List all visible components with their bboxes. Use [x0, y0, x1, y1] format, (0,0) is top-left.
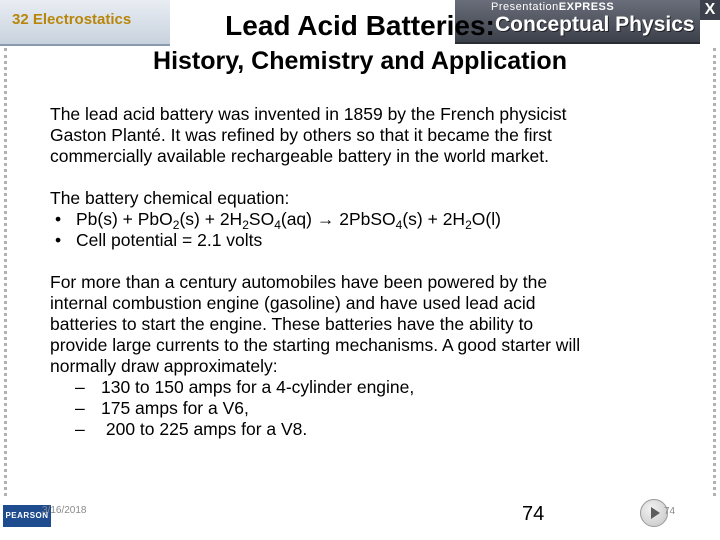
- chemical-equation: $Pb(s) + PbO_2(s) + 2H_2SO_4(aq)$ → 2PbSO$_4$(s) + $2H_2O(l)$: [76, 209, 501, 232]
- amp-list-item: – 200 to 225 amps for a V8.: [75, 419, 308, 439]
- slide-subtitle: History, Chemistry and Application: [153, 47, 567, 75]
- text-line: The lead acid battery was invented in 1859 by the French physicist: [50, 104, 567, 124]
- amp-list-item: – 175 amps for a V6,: [75, 398, 249, 418]
- right-dotted-guide: [713, 48, 716, 496]
- page-number: 74: [522, 503, 545, 525]
- bullet-mark: •: [55, 230, 62, 250]
- text-line: provide large currents to the starting mechanisms. A good starter will: [50, 335, 581, 355]
- automobile-paragraph: [50, 272, 690, 377]
- bullet-mark: •: [55, 209, 62, 229]
- left-dotted-guide: [4, 48, 7, 496]
- amp-list-item: – 130 to 150 amps for a 4-cylinder engine,: [75, 377, 415, 397]
- text-line: internal combustion engine (gasoline) and have used lead acid: [50, 293, 536, 313]
- text-line: batteries to start the engine. These batteries have the ability to: [50, 314, 534, 334]
- pearson-logo: PEARSON: [3, 505, 51, 527]
- brand-title: Conceptual Physics: [495, 13, 695, 36]
- footer-date: 3/16/2018: [42, 505, 87, 516]
- cell-potential-bullet: [50, 230, 690, 251]
- text-line: Gaston Planté. It was refined by others so that it became the first: [50, 125, 552, 145]
- dash-mark: –: [75, 377, 85, 397]
- cell-potential: Cell potential = 2.1 volts: [76, 230, 263, 250]
- text-line: For more than a century automobiles have been powered by the: [50, 272, 548, 292]
- brand-presentation-express: PresentationEXPRESS: [491, 1, 615, 13]
- text-line: commercially available rechargeable battery in the world market.: [50, 146, 549, 166]
- equation-heading: The battery chemical equation:: [50, 188, 290, 208]
- chapter-label: 32 Electrostatics: [12, 11, 132, 28]
- equation-bullet: [50, 209, 690, 230]
- page-number-small: 74: [664, 506, 676, 517]
- dash-mark: –: [75, 398, 85, 418]
- close-button[interactable]: X: [700, 0, 720, 20]
- slide-body: [50, 104, 690, 440]
- history-paragraph: [50, 104, 690, 167]
- text-line: normally draw approximately:: [50, 356, 278, 376]
- slide-title: Lead Acid Batteries:: [225, 10, 495, 41]
- dash-mark: –: [75, 419, 85, 439]
